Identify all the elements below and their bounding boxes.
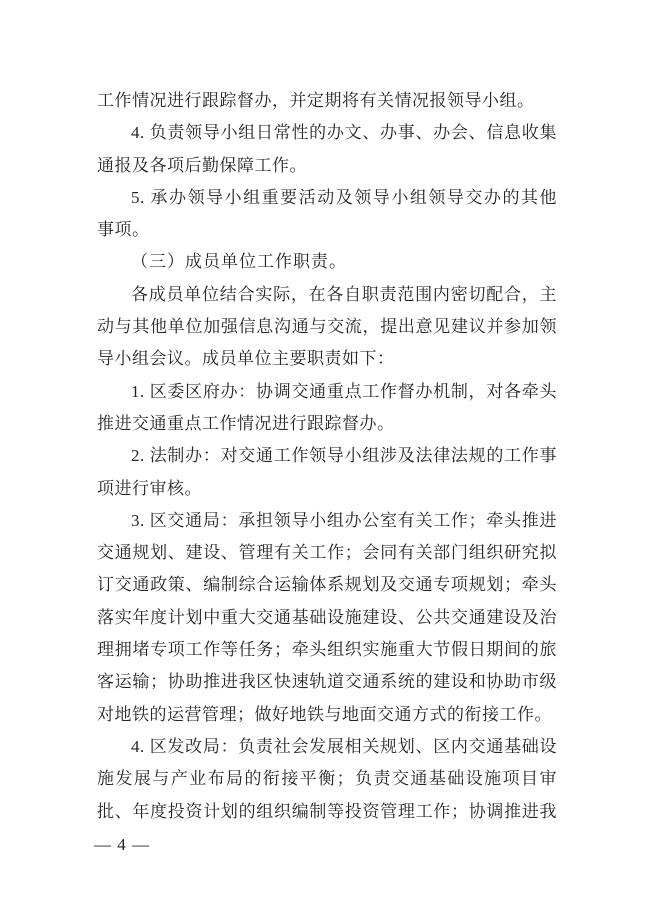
section-heading: [97, 246, 557, 278]
paragraph: [97, 376, 557, 441]
text-line: 工作情况进行跟踪督办，并定期将有关情况报领导小组。: [97, 91, 535, 110]
document-body: [97, 85, 557, 828]
text-line: 2. 法制办：对交通工作领导小组涉及法律法规的工作事: [131, 446, 557, 466]
text-line: 订交通政策、编制综合运输体系规划及交通专项规划；牵头: [97, 575, 557, 595]
text-line: 各成员单位结合实际，在各自职责范围内密切配合，主: [131, 284, 557, 304]
paragraph: [97, 117, 557, 182]
text-line: 施发展与产业布局的衔接平衡；负责交通基础设施项目审: [97, 769, 557, 789]
text-line: 项进行审核。: [97, 478, 202, 498]
text-line: 导小组会议。成员单位主要职责如下：: [97, 349, 395, 369]
text-line: （三）成员单位工作职责。: [131, 252, 347, 272]
paragraph: [97, 279, 557, 376]
text-line: 理拥堵专项工作等任务；牵头组织实施重大节假日期间的旅: [97, 640, 557, 660]
text-line: 批、年度投资计划的组织编制等投资管理工作；协调推进我: [97, 801, 557, 821]
paragraph: [97, 85, 557, 117]
paragraph: [97, 505, 557, 731]
text-line: 事项。: [97, 220, 150, 240]
text-line: 5. 承办领导小组重要活动及领导小组领导交办的其他: [131, 187, 557, 207]
text-line: 1. 区委区府办：协调交通重点工作督办机制，对各牵头: [131, 381, 557, 401]
text-line: 对地铁的运营管理；做好地铁与地面交通方式的衔接工作。: [97, 704, 552, 724]
paragraph: [97, 731, 557, 828]
text-line: 推进交通重点工作情况进行跟踪督办。: [97, 413, 395, 433]
text-line: 交通规划、建设、管理有关工作；会同有关部门组织研究拟: [97, 543, 557, 563]
text-line: 通报及各项后勤保障工作。: [97, 155, 307, 175]
text-line: 客运输；协助推进我区快速轨道交通系统的建设和协助市级: [97, 672, 557, 692]
text-line: 落实年度计划中重大交通基础设施建设、公共交通建设及治: [97, 607, 557, 627]
text-line: 4. 负责领导小组日常性的办文、办事、办会、信息收集: [131, 123, 557, 143]
paragraph: [97, 182, 557, 247]
text-line: 3. 区交通局：承担领导小组办公室有关工作；牵头推进: [131, 510, 557, 530]
paragraph: [97, 440, 557, 505]
text-line: 动与其他单位加强信息沟通与交流，提出意见建议并参加领: [97, 317, 557, 337]
text-line: 4. 区发改局：负责社会发展相关规划、区内交通基础设: [131, 736, 557, 756]
page-number: — 4 —: [94, 835, 150, 854]
